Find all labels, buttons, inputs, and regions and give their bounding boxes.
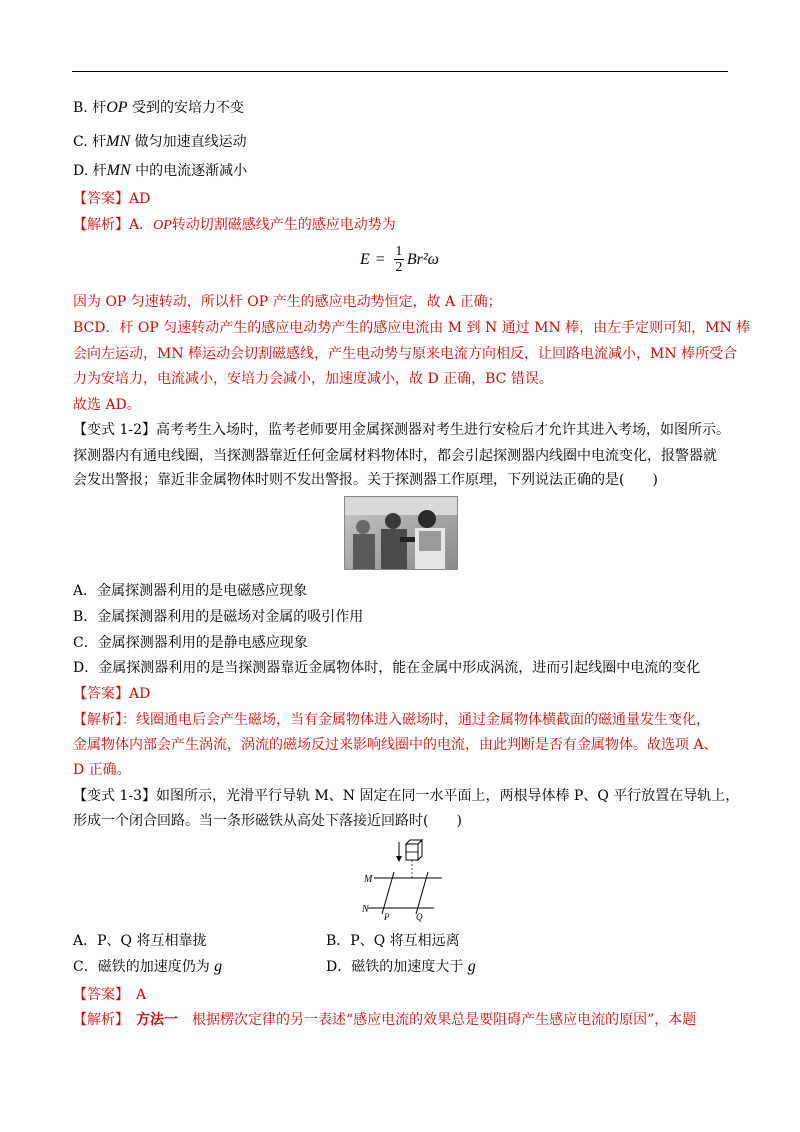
label-p: P <box>384 912 390 922</box>
analysis-1-line3: BCD．杆 OP 匀速转动产生的感应电动势产生的感应电流由 M 到 N 通过 MN 棒，由左手定则可知，MN 棒 <box>73 320 751 336</box>
q3-analysis-text: 根据楞次定律的另一表述“感应电流的效果总是要阻碍产生感应电流的原因”，本题 <box>178 1012 697 1028</box>
option-b-text: 受到的安培力不变 <box>131 100 244 116</box>
q2-option-b: B．金属探测器利用的是磁场对金属的吸引作用 <box>73 609 364 625</box>
analysis-1-line6: 故选 AD。 <box>73 397 141 413</box>
option-d <box>73 161 247 181</box>
q2-line3: 会发出警报；靠近非金属物体时则不发出警报。关于探测器工作原理，下列说法正确的是( ) <box>73 472 658 488</box>
q3-analysis-tag: 【解析】 <box>73 1012 136 1028</box>
q3-answer: 【答案】 A <box>73 987 147 1003</box>
q3-analysis <box>73 1010 696 1030</box>
analysis-1-line2: 因为 OP 匀速转动，所以杆 OP 产生的感应电动势恒定，故 A 正确； <box>73 294 502 310</box>
analysis-1-text: 转动切割磁感线产生的感应电动势为 <box>171 217 396 233</box>
option-b <box>73 98 244 118</box>
q2-analysis-line2: 金属物体内部会产生涡流，涡流的磁场反过来影响线圈中的电流，由此判断是否有金属物体。故选项 A、 <box>73 737 718 753</box>
analysis-1-prefix: 【解析】A． <box>73 217 154 233</box>
analysis-1-line4: 会向左运动，MN 棒运动会切割磁感线，产生电动势与原来电流方向相反，让回路电流减小，MN 棒所受合 <box>73 346 738 362</box>
option-c <box>73 132 247 152</box>
q3-option-c-g: g <box>214 958 223 975</box>
option-c-prefix: C. 杆 <box>73 134 107 150</box>
header-rule <box>72 71 728 72</box>
q2-answer: 【答案】AD <box>73 686 151 702</box>
option-b-prefix: B. 杆 <box>73 100 107 116</box>
emf-equation <box>360 244 439 275</box>
option-b-var: OP <box>106 99 128 116</box>
analysis-1-line1 <box>73 215 396 236</box>
option-d-var: MN <box>106 162 131 179</box>
q2-analysis-line1: 【解析】：线圈通电后会产生磁场，当有金属物体进入磁场时，通过金属物体横截面的磁通量发生变化， <box>73 712 710 728</box>
eq-equals: = <box>375 250 385 268</box>
eq-fraction <box>394 244 404 275</box>
metal-detector-photo <box>344 496 458 570</box>
q3-analysis-method: 方法一 <box>136 1012 178 1028</box>
q2-option-a: A．金属探测器利用的是电磁感应现象 <box>73 583 308 599</box>
option-c-var: MN <box>106 133 131 150</box>
option-d-text: 中的电流逐渐减小 <box>135 163 248 179</box>
eq-denominator: 2 <box>395 260 403 275</box>
label-n: N <box>362 904 369 915</box>
q3-option-a: A．P、Q 将互相靠拢 <box>73 933 207 949</box>
q3-option-c <box>73 957 222 977</box>
option-c-text: 做匀加速直线运动 <box>134 134 247 150</box>
q2-option-c: C．金属探测器利用的是静电感应现象 <box>73 635 308 651</box>
q2-analysis-line3: D 正确。 <box>73 762 131 778</box>
q3-option-b: B．P、Q 将互相远离 <box>326 933 460 949</box>
analysis-1-var: OP <box>153 218 172 233</box>
q3-option-d-text: D．磁铁的加速度大于 <box>326 959 464 975</box>
rail-circuit-diagram <box>362 836 446 926</box>
q3-option-c-text: C．磁铁的加速度仍为 <box>73 959 210 975</box>
q2-option-d: D．金属探测器利用的是当探测器靠近金属物体时，能在金属中形成涡流，进而引起线圈中电流的变化 <box>73 660 701 676</box>
answer-1: 【答案】AD <box>73 191 151 207</box>
q3-line1: 【变式 1-3】如图所示，光滑平行导轨 M、N 固定在同一水平面上，两根导体棒 P、Q 平行放置在导轨上， <box>73 788 740 804</box>
eq-numerator: 1 <box>395 244 403 259</box>
analysis-1-line5: 力为安培力，电流减小，安培力会减小，加速度减小，故 D 正确，BC 错误。 <box>73 371 553 387</box>
option-d-prefix: D. 杆 <box>73 163 107 179</box>
label-q: Q <box>416 912 423 922</box>
eq-lhs: E <box>360 250 370 268</box>
eq-rhs: Br²ω <box>406 250 439 268</box>
q3-option-d <box>326 957 476 977</box>
q2-line1: 【变式 1-2】高考考生入场时，监考老师要用金属探测器对考生进行安检后才允许其进入考场，如图所示。 <box>73 422 730 438</box>
q2-line2: 探测器内有通电线圈，当探测器靠近任何金属材料物体时，都会引起探测器内线圈中电流变化，报警器就 <box>73 448 717 464</box>
q3-line2: 形成一个闭合回路。当一条形磁铁从高处下落接近回路时( ) <box>73 813 462 829</box>
label-m: M <box>364 874 373 885</box>
q3-option-d-g: g <box>467 958 476 975</box>
